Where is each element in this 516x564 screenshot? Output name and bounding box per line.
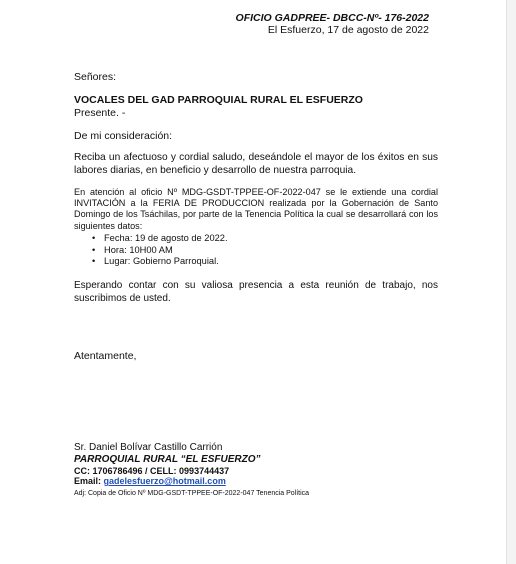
- scrollbar-gutter[interactable]: [506, 0, 516, 564]
- signer-name: Sr. Daniel Bolívar Castillo Carrión: [74, 442, 223, 453]
- salutation: Señores:: [74, 71, 117, 83]
- consideration-line: De mi consideración:: [74, 130, 173, 142]
- signer-email-line: [74, 476, 226, 486]
- presente-line: Presente. -: [74, 107, 126, 119]
- signer-phones: CC: 1706786496 / CELL: 0993744437: [74, 466, 230, 476]
- invitation-paragraph: En atención al oficio Nº MDG-GSDT-TPPEE-OF-2022-047 se le extiende una cordial INVITACIÓN a la FERIA DE PRODUCCION realizada por la Gobernación de Santo Domingo de los Tsáchilas, por parte de la Tenencia Política la cual se desarrollará con los siguientes datos:: [74, 187, 438, 231]
- recipient: VOCALES DEL GAD PARROQUIAL RURAL EL ESFUERZO: [74, 94, 363, 106]
- email-link[interactable]: gadelesfuerzo@hotmail.com: [103, 476, 226, 486]
- closing-paragraph: Esperando contar con su valiosa presencia a esta reunión de trabajo, nos suscribimos de usted.: [74, 280, 438, 304]
- email-label: Email:: [74, 476, 104, 486]
- greeting-paragraph: Reciba un afectuoso y cordial saludo, deseándole el mayor de los éxitos en sus labores diarias, en beneficio y desarrollo de nuestra parroquia.: [74, 152, 438, 176]
- event-details-list: [92, 233, 228, 268]
- detail-date: • Fecha: 19 de agosto de 2022.: [92, 233, 228, 245]
- document-date: El Esfuerzo, 17 de agosto de 2022: [267, 24, 429, 36]
- attachment-note: Adj: Copia de Oficio Nº MDG-GSDT-TPPEE-OF-2022-047 Tenencia Política: [74, 490, 310, 497]
- detail-time: • Hora: 10H00 AM: [92, 245, 228, 257]
- closing-word: Atentamente,: [74, 350, 137, 362]
- signer-organization: PARROQUIAL RURAL “EL ESFUERZO”: [74, 454, 261, 465]
- document-reference: OFICIO GADPREE- DBCC-Nº- 176-2022: [235, 12, 429, 24]
- detail-place: • Lugar: Gobierno Parroquial.: [92, 256, 228, 268]
